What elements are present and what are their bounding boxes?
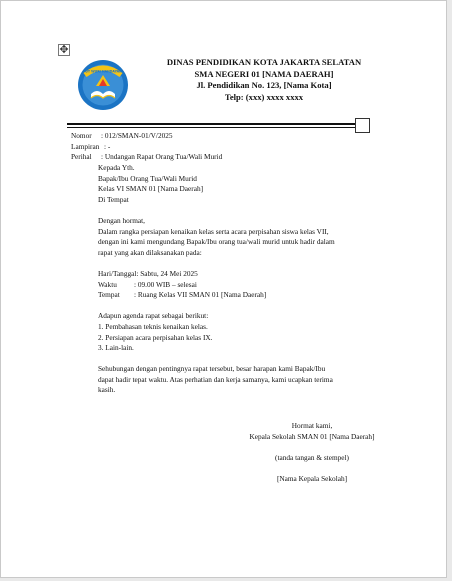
school-phone: Telp: (xxx) xxxx xxxx (224, 91, 304, 102)
perihal-row (71, 152, 222, 163)
tut-wuri-handayani-logo (77, 59, 129, 111)
opening-line: dengan ini kami mengundang Bapak/Ibu orang tua/wali murid untuk hadir dalam (98, 237, 335, 247)
place-value: : Ruang Kelas VII SMAN 01 [Nama Daerah] (134, 290, 267, 300)
lampiran-row (71, 142, 222, 153)
table-resize-handle[interactable] (355, 118, 370, 133)
opening-line: rapat yang akan dilaksanakan pada: (98, 247, 202, 257)
signer-name: [Nama Kepala Sekolah] (276, 473, 348, 483)
letterhead-rule-thin (67, 127, 355, 128)
agency-name: DINAS PENDIDIKAN KOTA JAKARTA SELATAN (166, 57, 362, 67)
event-details (98, 269, 335, 301)
letterhead-rule-thick (67, 123, 355, 125)
agenda-item: 3. Lain-lain. (98, 343, 134, 353)
date-row (98, 269, 335, 280)
date-label: Hari/Tanggal (98, 268, 137, 278)
opening-line: Dalam rangka persiapan kenaikan kelas serta acara perpisahan siswa kelas VII, (98, 226, 329, 236)
agenda-item: 2. Persiapan acara perpisahan kelas IX. (98, 332, 213, 342)
signature-note: (tanda tangan & stempel) (275, 452, 349, 462)
time-label: Waktu (98, 279, 117, 289)
regards: Hormat kami, (291, 421, 333, 430)
letter-meta (71, 131, 222, 163)
greeting: Dengan hormat, (98, 215, 146, 225)
place-row (98, 290, 335, 301)
table-move-icon[interactable]: ✥ (59, 43, 69, 56)
lampiran-label: Lampiran (71, 141, 100, 151)
agenda-item: 1. Pembahasan teknis kenaikan kelas. (98, 321, 208, 331)
recipient-line: Kelas VI SMAN 01 [Nama Daerah] (98, 184, 204, 194)
nomor-value: : 012/SMAN-01/V/2025 (101, 131, 173, 140)
svg-text:TUT WURI HANDAYANI: TUT WURI HANDAYANI (83, 69, 123, 74)
perihal-label: Perihal (71, 152, 92, 162)
recipient-line: Bapak/Ibu Orang Tua/Wali Murid (98, 173, 197, 183)
recipient-line: Kepada Yth. (98, 163, 135, 172)
logo-lettering (83, 70, 123, 74)
nomor-label: Nomor (71, 131, 92, 140)
recipient-line: Di Tempat (98, 194, 129, 204)
letter-body (98, 163, 335, 396)
date-value: : Sabtu, 24 Mei 2025 (136, 268, 198, 278)
school-name: SMA NEGERI 01 [NAMA DAERAH] (194, 68, 334, 79)
time-row (98, 280, 335, 291)
letterhead (151, 57, 377, 103)
signer-position: Kepala Sekolah SMAN 01 [Nama Daerah] (249, 431, 375, 441)
closing-line: kasih. (98, 385, 116, 395)
signature-block (227, 421, 397, 485)
nomor-row (71, 131, 222, 142)
school-address: Jl. Pendidikan No. 123, [Nama Kota] (196, 80, 332, 91)
time-value: : 09.00 WIB – selesai (134, 279, 197, 289)
closing-line: Sehubungan dengan pentingnya rapat tersebut, besar harapan kami Bapak/Ibu (98, 364, 326, 374)
place-label: Tempat (98, 290, 120, 300)
agenda-intro: Adapun agenda rapat sebagai berikut: (98, 311, 209, 321)
perihal-value: : Undangan Rapat Orang Tua/Wali Murid (101, 152, 223, 162)
lampiran-value: : - (104, 141, 111, 151)
closing-line: dapat hadir tepat waktu. Atas perhatian dan kerja samanya, kami ucapkan terima (98, 374, 333, 384)
